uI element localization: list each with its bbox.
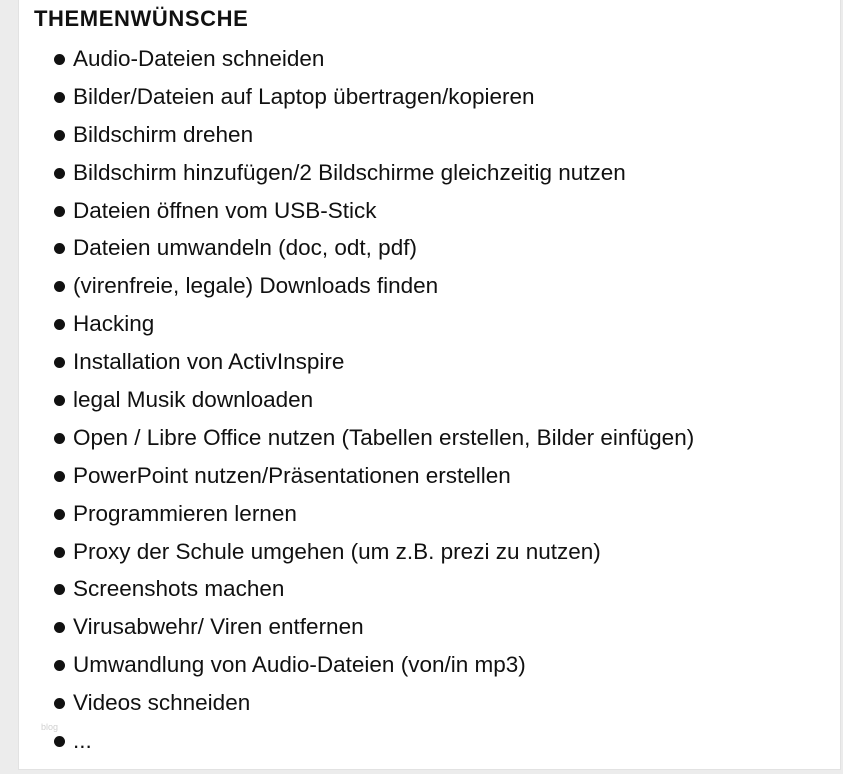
list-item-text: Virusabwehr/ Viren entfernen (73, 614, 364, 640)
list-item-text: PowerPoint nutzen/Präsentationen erstellen (73, 462, 511, 488)
list-item (54, 648, 694, 686)
page-title: THEMENWÜNSCHE (34, 6, 249, 31)
list-item (54, 610, 694, 648)
list-item-text: Bildschirm hinzufügen/2 Bildschirme gleichzeitig nutzen (73, 159, 626, 185)
bullet-icon (54, 584, 65, 595)
topic-list (54, 42, 694, 762)
bullet-icon (54, 92, 65, 103)
list-item-text: Proxy der Schule umgehen (um z.B. prezi zu nutzen) (73, 538, 601, 564)
bullet-icon (54, 622, 65, 633)
list-item (54, 269, 694, 307)
list-item (54, 535, 694, 573)
list-item (54, 459, 694, 497)
list-item (54, 156, 694, 194)
bullet-icon (54, 281, 65, 292)
list-item (54, 345, 694, 383)
bullet-icon (54, 168, 65, 179)
bullet-icon (54, 319, 65, 330)
bullet-icon (54, 206, 65, 217)
list-item (54, 572, 694, 610)
document-page (18, 0, 841, 770)
list-item-text: ... (73, 728, 92, 754)
list-item (54, 118, 694, 156)
list-item-text: (virenfreie, legale) Downloads finden (73, 273, 439, 299)
list-item (54, 383, 694, 421)
bullet-icon (54, 660, 65, 671)
list-item-text: Open / Libre Office nutzen (Tabellen erstellen, Bilder einfügen) (73, 424, 695, 450)
list-item (54, 421, 694, 459)
list-item-text: Installation von ActivInspire (73, 349, 345, 375)
bullet-icon (54, 130, 65, 141)
list-item-text: legal Musik downloaden (73, 387, 314, 413)
list-item-text: Hacking (73, 311, 155, 337)
bullet-icon (54, 433, 65, 444)
list-item (54, 42, 694, 80)
list-item (54, 80, 694, 118)
list-item (54, 307, 694, 345)
list-item-text: Umwandlung von Audio-Dateien (von/in mp3) (73, 652, 526, 678)
bullet-icon (54, 243, 65, 254)
list-item (54, 231, 694, 269)
bullet-icon (54, 54, 65, 65)
list-item-text: Videos schneiden (73, 690, 251, 716)
list-item (54, 686, 694, 724)
bullet-icon (54, 471, 65, 482)
list-item-text: Dateien öffnen vom USB-Stick (73, 197, 377, 223)
bullet-icon (54, 509, 65, 520)
bullet-icon (54, 395, 65, 406)
bullet-icon (54, 736, 65, 747)
list-item-text: Dateien umwandeln (doc, odt, pdf) (73, 235, 417, 261)
bullet-icon (54, 698, 65, 709)
list-item-text: Programmieren lernen (73, 500, 297, 526)
watermark: blog (41, 722, 59, 732)
list-item-text: Bilder/Dateien auf Laptop übertragen/kopieren (73, 83, 535, 109)
list-item (54, 724, 694, 762)
list-item (54, 194, 694, 232)
list-item (54, 497, 694, 535)
list-item-text: Bildschirm drehen (73, 121, 254, 147)
list-item-text: Audio-Dateien schneiden (73, 46, 325, 71)
bullet-icon (54, 547, 65, 558)
list-item-text: Screenshots machen (73, 576, 285, 602)
bullet-icon (54, 357, 65, 368)
